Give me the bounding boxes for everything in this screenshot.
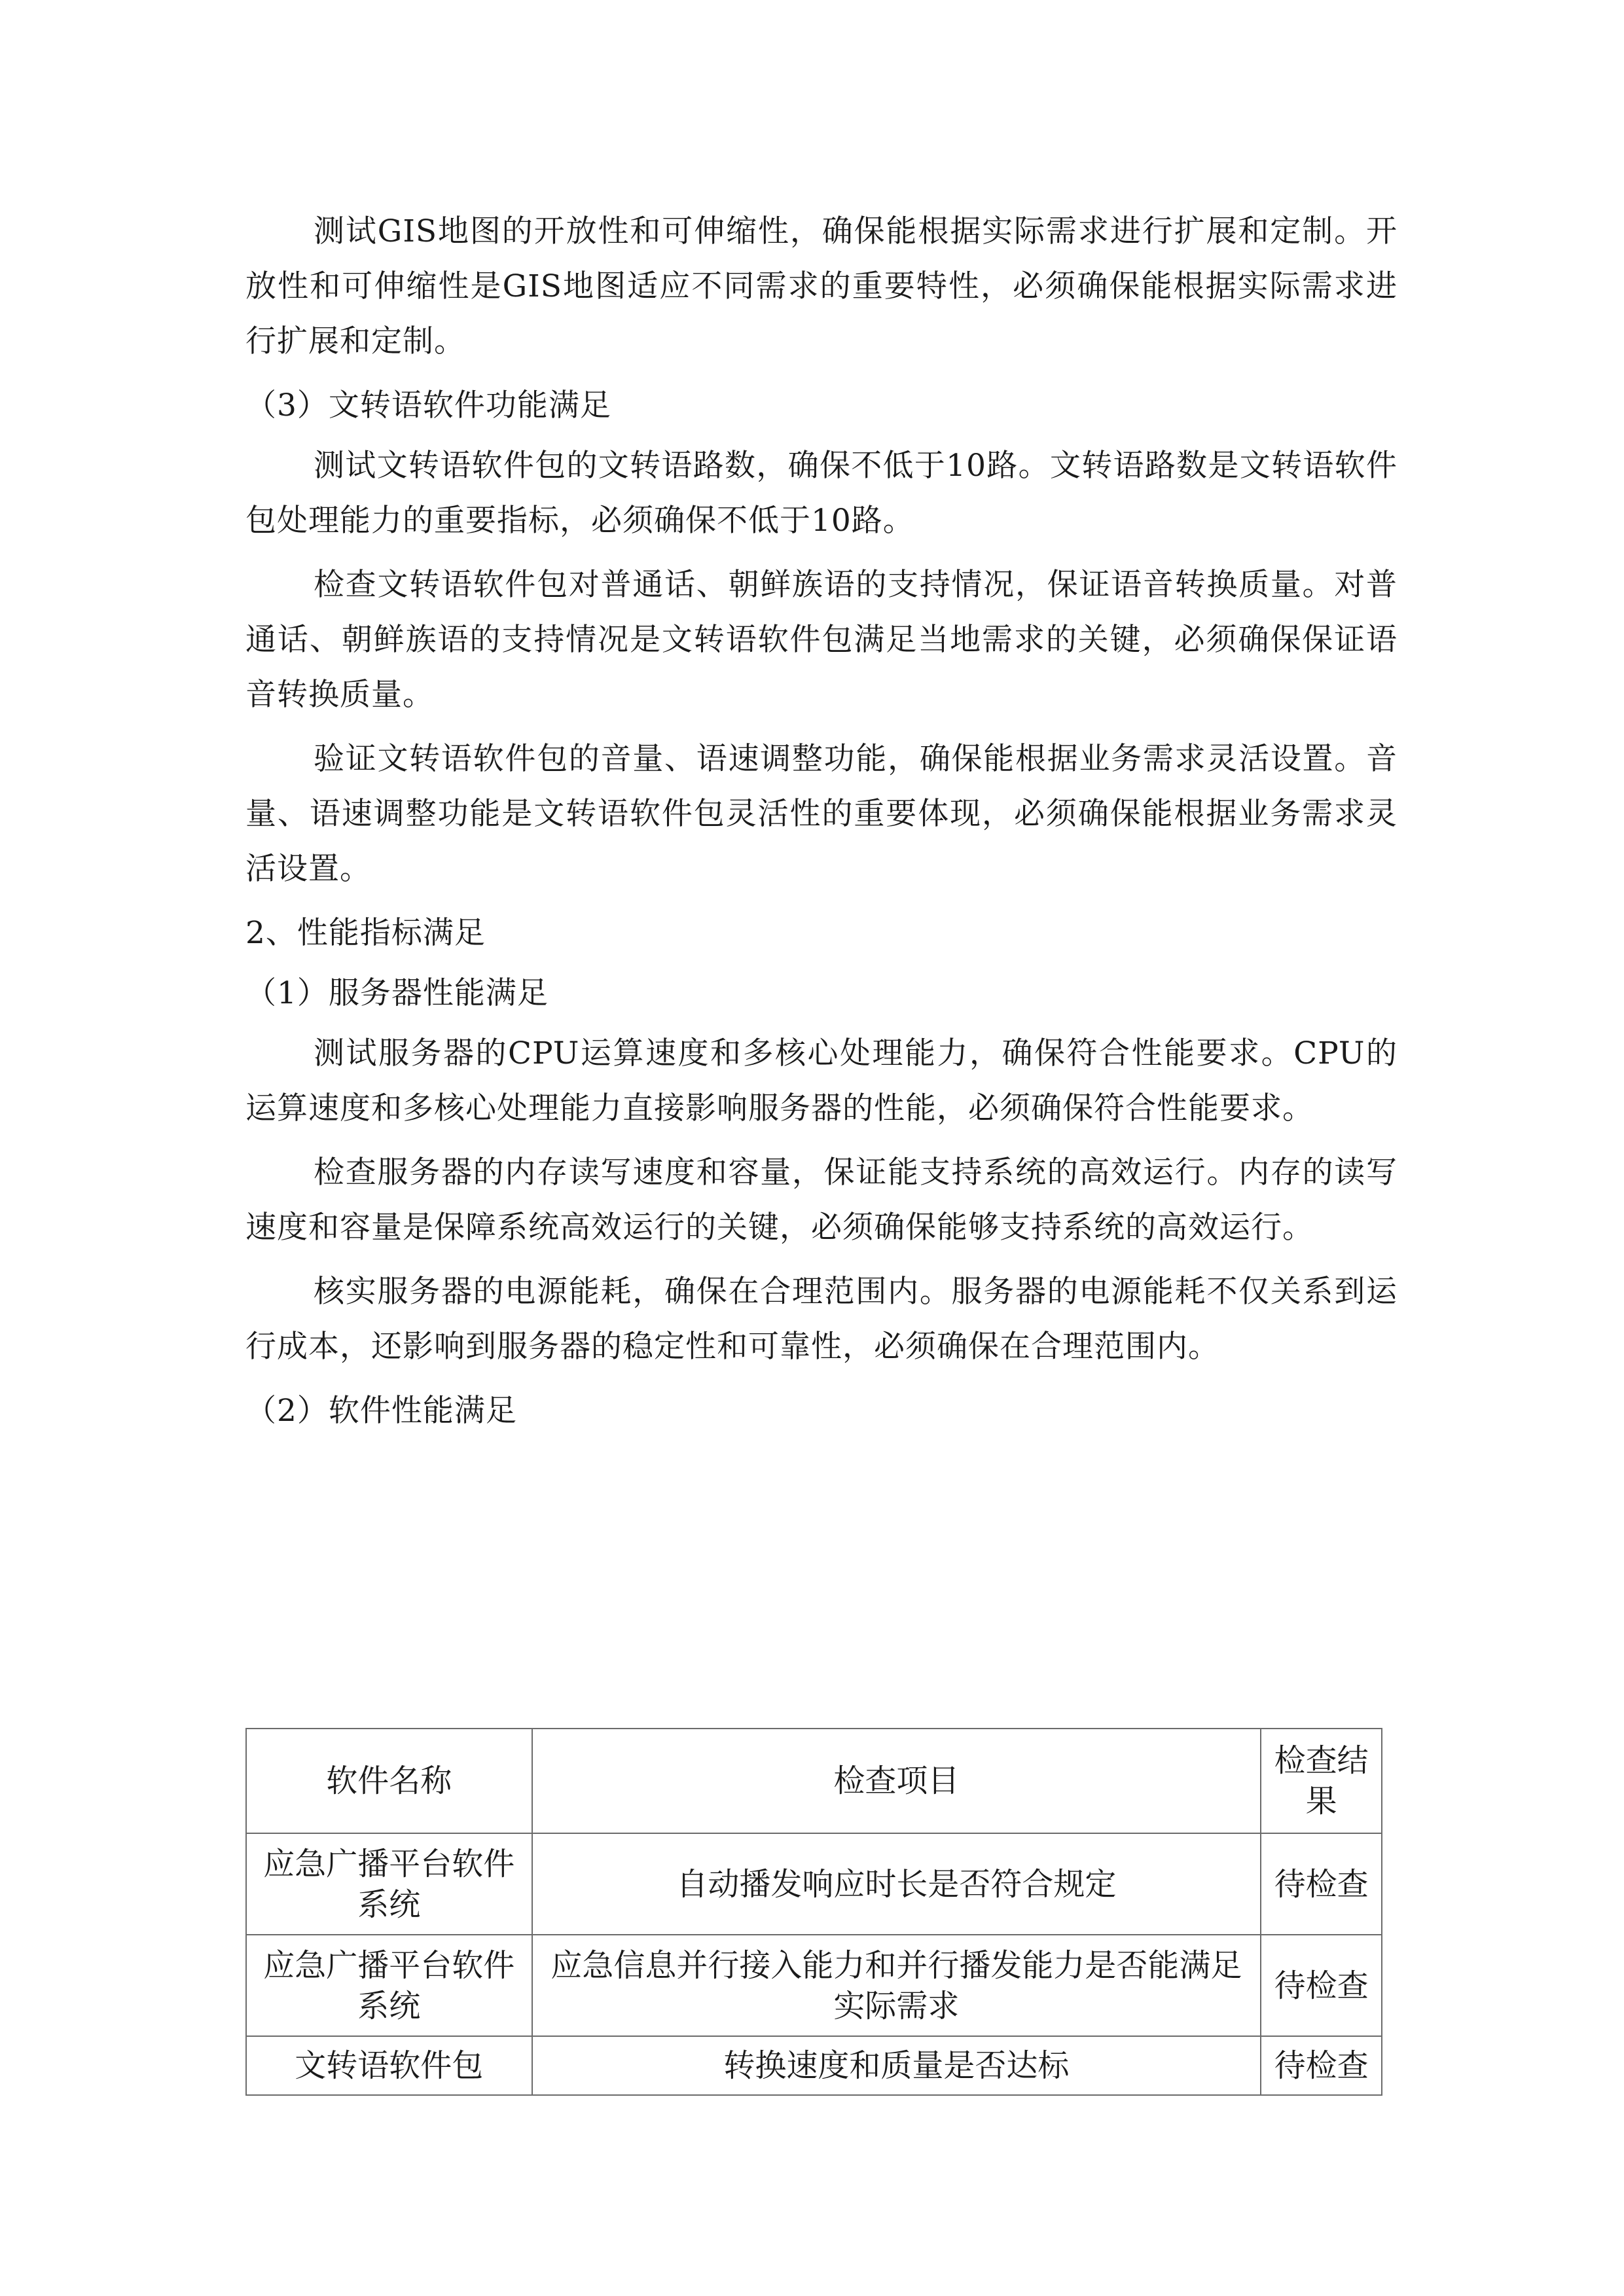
table-cell-check-result: 待检查 — [1261, 1935, 1382, 2036]
paragraph-server-cpu: 测试服务器的CPU运算速度和多核心处理能力，确保符合性能要求。CPU的运算速度和多核心处理能力直接影响服务器的性能，必须确保符合性能要求。 — [245, 1035, 1398, 1126]
table-cell-check-item: 应急信息并行接入能力和并行播发能力是否能满足实际需求 — [532, 1935, 1261, 2036]
paragraph-tts-channels: 测试文转语软件包的文转语路数，确保不低于10路。文转语路数是文转语软件包处理能力的重要指标，必须确保不低于10路。 — [245, 448, 1398, 539]
document-body — [245, 204, 1398, 1444]
paragraph-server-memory: 检查服务器的内存读写速度和容量，保证能支持系统的高效运行。内存的读写速度和容量是保障系统高效运行的关键，必须确保能够支持系统的高效运行。 — [245, 1155, 1398, 1246]
paragraph-tts-volume-speed: 验证文转语软件包的音量、语速调整功能，确保能根据业务需求灵活设置。音量、语速调整功能是文转语软件包灵活性的重要体现，必须确保能根据业务需求灵活设置。 — [245, 741, 1398, 887]
table-cell-software-name: 应急广播平台软件系统 — [246, 1935, 532, 2036]
table-header-row — [246, 1729, 1382, 1833]
table-cell-software-name: 应急广播平台软件系统 — [246, 1833, 532, 1935]
paragraph-gis-scalability: 测试GIS地图的开放性和可伸缩性，确保能根据实际需求进行扩展和定制。开放性和可伸缩性是GIS地图适应不同需求的重要特性，必须确保能根据实际需求进行扩展和定制。 — [245, 213, 1398, 359]
heading-server-performance: （1）服务器性能满足 — [245, 975, 549, 1011]
table-row — [246, 2036, 1382, 2095]
heading-tts-function: （3）文转语软件功能满足 — [245, 387, 611, 423]
heading-software-performance: （2）软件性能满足 — [245, 1393, 517, 1429]
software-check-table — [245, 1728, 1382, 2096]
paragraph-tts-languages: 检查文转语软件包对普通话、朝鲜族语的支持情况，保证语音转换质量。对普通话、朝鲜族语的支持情况是文转语软件包满足当地需求的关键，必须确保保证语音转换质量。 — [245, 567, 1398, 713]
table-cell-check-result: 待检查 — [1261, 2036, 1382, 2095]
heading-performance: 2、性能指标满足 — [245, 915, 486, 951]
table-cell-check-item: 转换速度和质量是否达标 — [532, 2036, 1261, 2095]
table-header-software-name: 软件名称 — [246, 1729, 532, 1833]
table-header-check-item: 检查项目 — [532, 1729, 1261, 1833]
table-row — [246, 1833, 1382, 1935]
table-cell-check-result: 待检查 — [1261, 1833, 1382, 1935]
table-cell-software-name: 文转语软件包 — [246, 2036, 532, 2095]
table-cell-check-item: 自动播发响应时长是否符合规定 — [532, 1833, 1261, 1935]
table-row — [246, 1935, 1382, 2036]
paragraph-server-power: 核实服务器的电源能耗，确保在合理范围内。服务器的电源能耗不仅关系到运行成本，还影响到服务器的稳定性和可靠性，必须确保在合理范围内。 — [245, 1274, 1398, 1365]
table-header-check-result: 检查结果 — [1261, 1729, 1382, 1833]
